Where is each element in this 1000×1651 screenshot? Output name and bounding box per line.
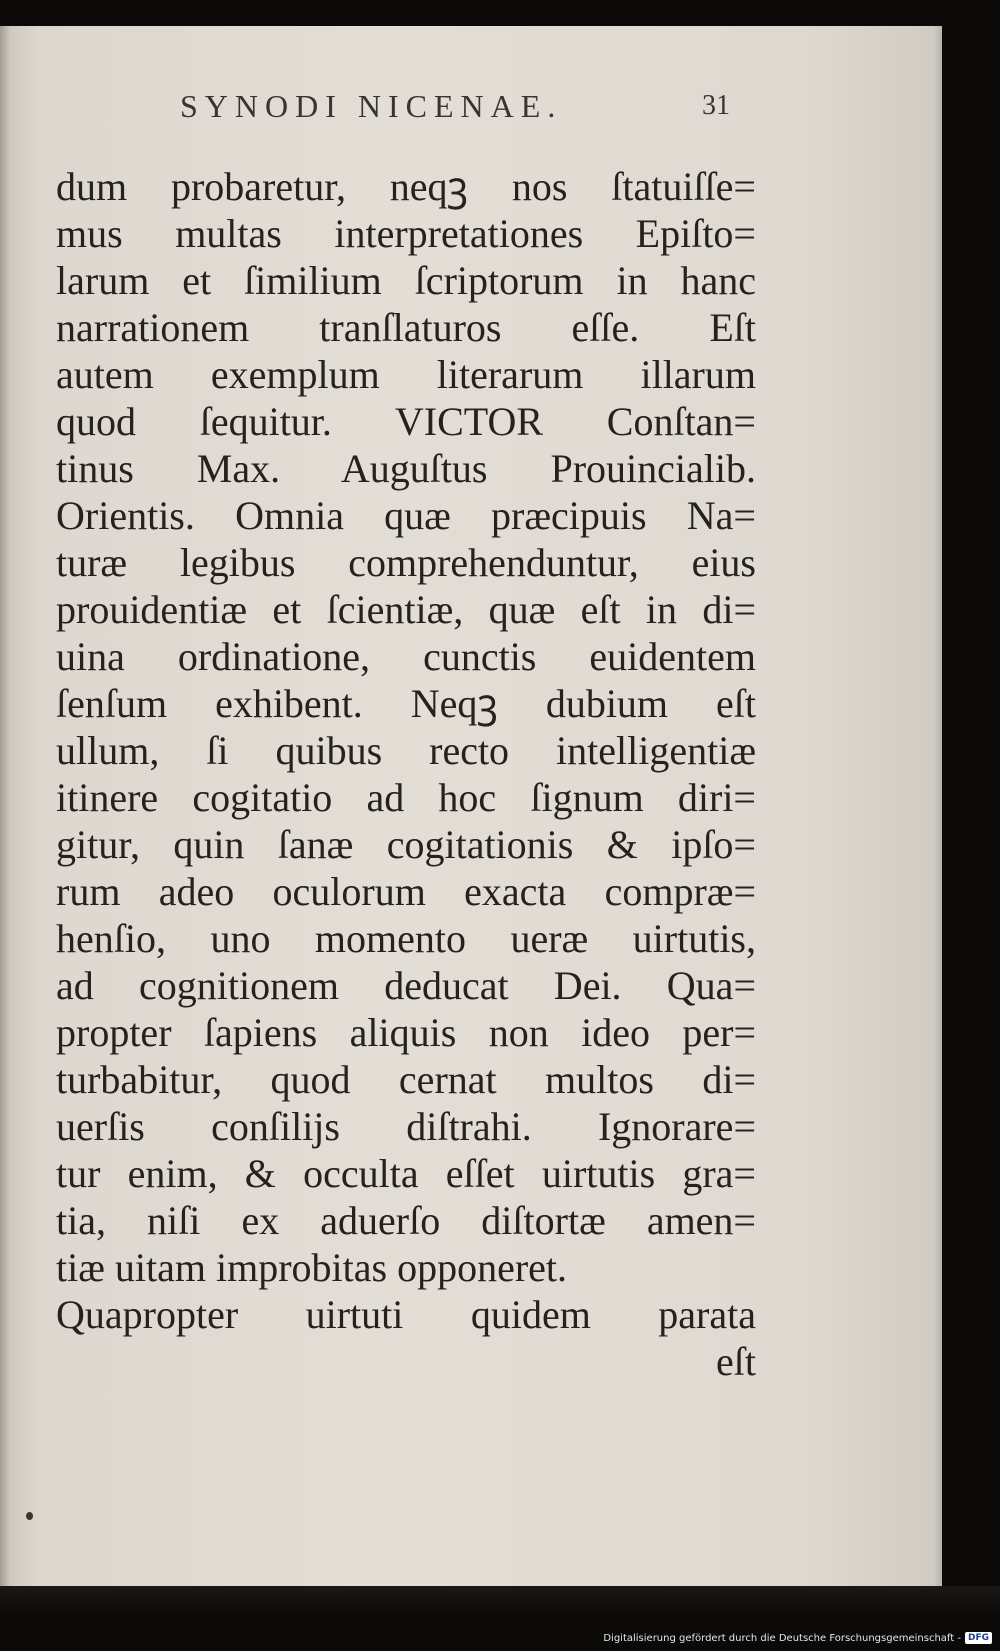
text-line: Quapropter uirtuti quidem parata [56, 1292, 756, 1337]
text-line: ullum, ſi quibus recto intelligentiæ [56, 728, 756, 773]
page-number: 31 [702, 90, 730, 121]
text-line: quod ſequitur. VICTOR Conſtan= [56, 399, 756, 444]
text-line: uerſis conſilijs diſtrahi. Ignorare= [56, 1104, 756, 1149]
text-line: turæ legibus comprehenduntur, eius [56, 540, 756, 585]
scan-bottom-border [0, 1586, 1000, 1616]
book-page [0, 26, 942, 1586]
text-line: tiæ uitam improbitas opponeret. [56, 1245, 568, 1290]
text-line: ſenſum exhibent. Neqꝫ dubium eſt [56, 681, 756, 726]
text-line: tia, niſi ex aduerſo diſtortæ amen= [56, 1198, 756, 1243]
text-line: Orientis. Omnia quæ præcipuis Na= [56, 493, 756, 538]
running-title: SYNODI NICENAE. [180, 88, 563, 124]
text-line: ad cognitionem deducat Dei. Qua= [56, 963, 756, 1008]
text-line: tur enim, & occulta eſſet uirtutis gra= [56, 1151, 756, 1196]
text-line: rum adeo oculorum exacta compræ= [56, 869, 756, 914]
page-edge [932, 26, 942, 1586]
ink-spot [26, 1512, 33, 1520]
text-line: gitur, quin ſanæ cogitationis & ipſo= [56, 822, 756, 867]
footer-credit: Digitalisierung gefördert durch die Deutsche Forschungsgemeinschaft - [603, 1632, 961, 1644]
text-line: narrationem tranſlaturos eſſe. Eſt [56, 305, 756, 350]
text-line: autem exemplum literarum illarum [56, 352, 756, 397]
text-line: prouidentiæ et ſcientiæ, quæ eſt in di= [56, 587, 756, 632]
text-line: uina ordinatione, cunctis euidentem [56, 634, 756, 679]
text-line: propter ſapiens aliquis non ideo per= [56, 1010, 756, 1055]
catchword: eſt [716, 1339, 756, 1384]
text-line: tinus Max. Auguſtus Prouincialib. [56, 446, 756, 491]
running-head [0, 88, 942, 128]
text-line: mus multas interpretationes Epiſto= [56, 211, 756, 256]
text-line: itinere cogitatio ad hoc ſignum diri= [56, 775, 756, 820]
text-line: henſio, uno momento ueræ uirtutis, [56, 916, 756, 961]
text-line: larum et ſimilium ſcriptorum in hanc [56, 258, 756, 303]
digitization-footer [603, 1628, 992, 1648]
text-line: dum probaretur, neqꝫ nos ſtatuiſſe= [56, 164, 756, 209]
text-line: turbabitur, quod cernat multos di= [56, 1057, 756, 1102]
dfg-logo-icon: DFG [965, 1632, 992, 1644]
